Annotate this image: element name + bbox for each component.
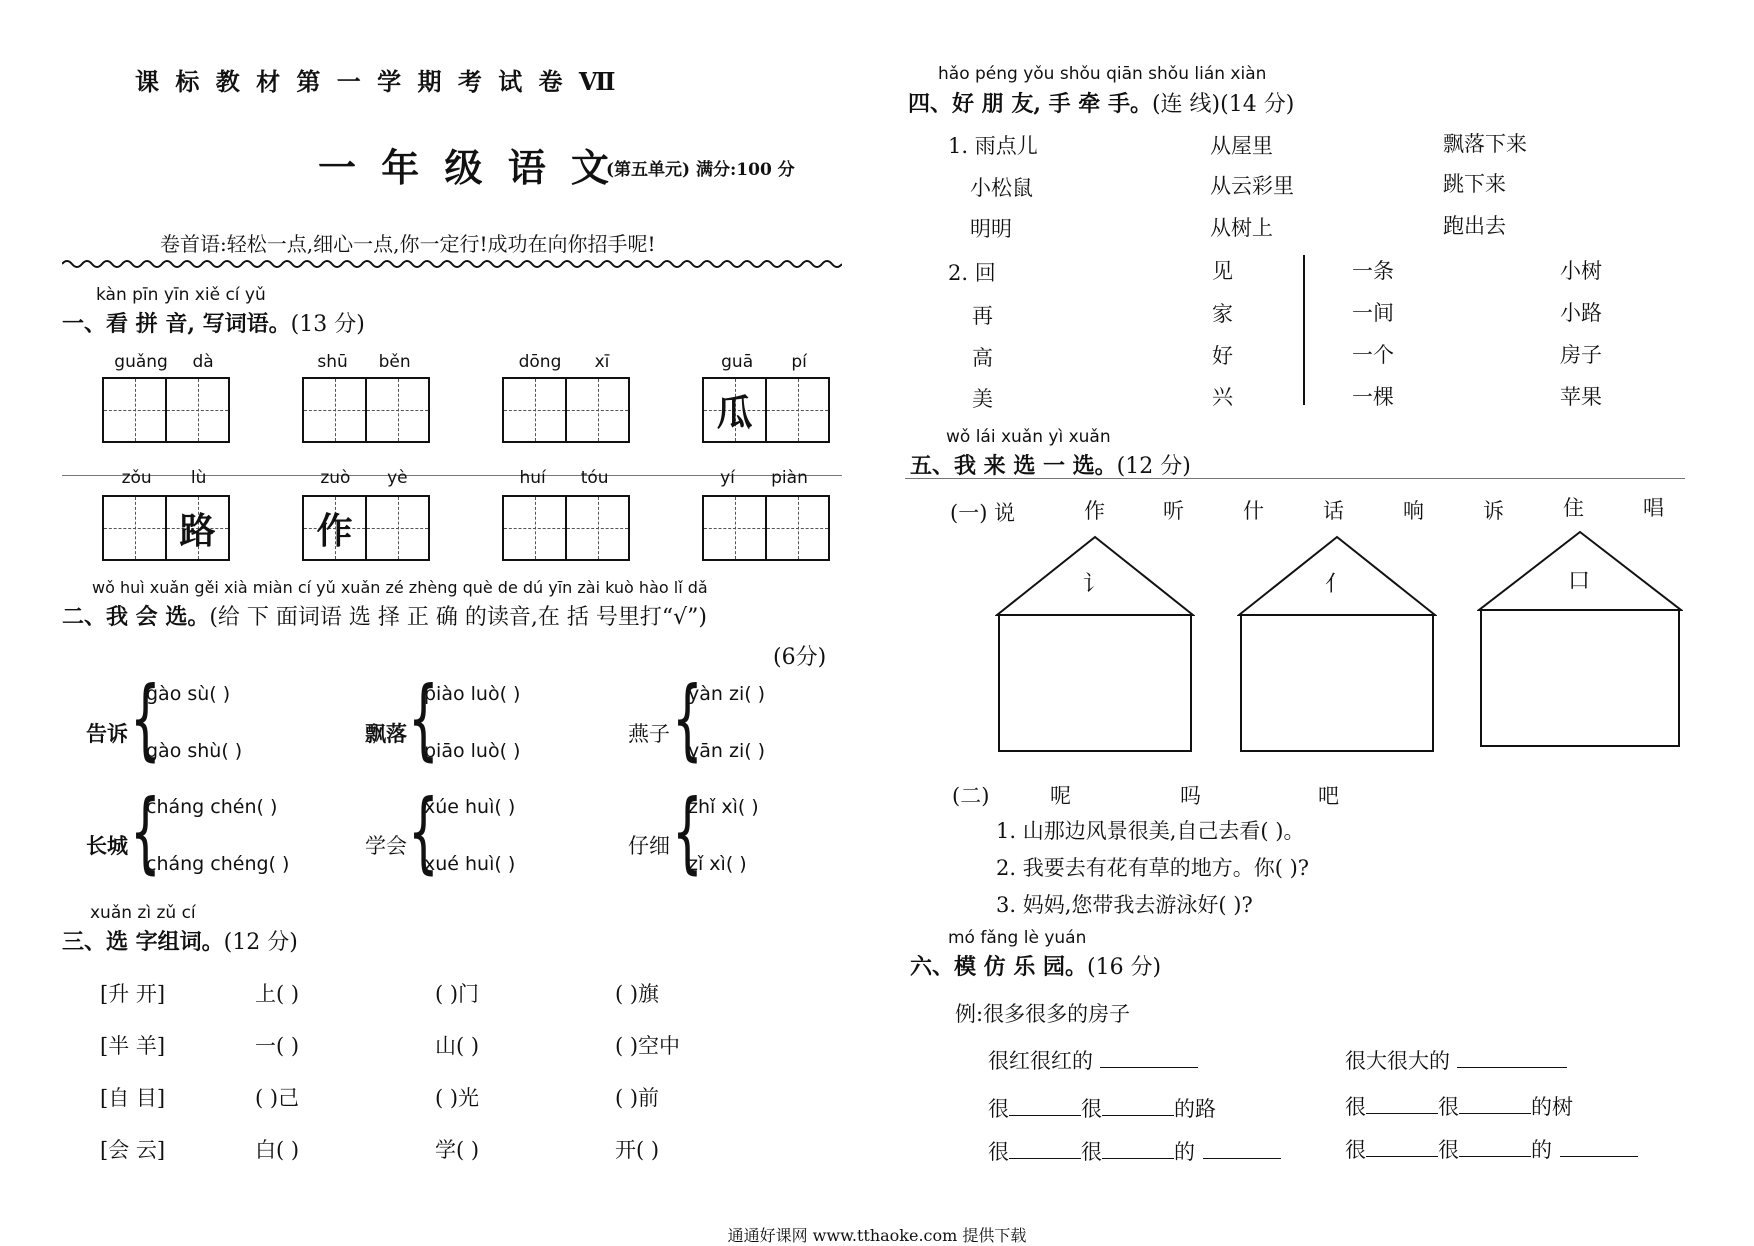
brace-word: 告诉 (86, 721, 128, 746)
sentence[interactable]: 3. 妈妈,您带我去游泳好( )? (996, 893, 1253, 917)
hen-word: 很 (1438, 1095, 1459, 1119)
fill-blank[interactable]: ( )光 (435, 1086, 480, 1110)
match-item[interactable]: 一个 (1352, 343, 1394, 367)
fill-blank[interactable]: ( )门 (435, 982, 480, 1006)
match-item[interactable]: 飘落下来 (1443, 132, 1527, 156)
writing-grid[interactable] (102, 495, 230, 561)
grid-cell[interactable] (567, 379, 628, 441)
grid-cell[interactable] (104, 497, 167, 559)
pinyin-pair (702, 352, 826, 372)
brace-word: 学会 (365, 834, 407, 858)
grid-cell[interactable] (567, 497, 628, 559)
phrase-suffix: 的路 (1174, 1097, 1216, 1121)
pinyin-pair (102, 352, 226, 372)
option[interactable]: piāo luò( ) (424, 740, 521, 762)
hen-word: 很 (1081, 1097, 1102, 1121)
option[interactable]: cháng chén( ) (146, 796, 278, 818)
sec5-divider (905, 478, 1685, 479)
match-item[interactable]: 兴 (1212, 385, 1233, 409)
phrase-prefix: 很红很红的 (988, 1049, 1093, 1073)
match-item[interactable]: 小路 (1560, 301, 1602, 325)
fill-blank[interactable]: ( )空中 (615, 1034, 681, 1058)
answer-blank[interactable] (1560, 1156, 1638, 1157)
sec1-title-text: 一、看 拼 音, 写词语。 (62, 311, 291, 337)
match-item[interactable]: 小树 (1560, 259, 1602, 283)
option[interactable]: xué huì( ) (424, 853, 516, 875)
sec2-title-text: 二、我 会 选。 (62, 604, 210, 630)
pinyin-pair (702, 468, 826, 488)
option[interactable]: zǐ xì( ) (688, 853, 747, 875)
choice-char[interactable]: 住 (1563, 496, 1584, 520)
pinyin-pair (102, 468, 226, 488)
hen-word: 很 (1345, 1138, 1366, 1162)
writing-grid[interactable] (302, 377, 430, 443)
sec1-title (62, 307, 365, 338)
option[interactable]: cháng chéng( ) (146, 853, 290, 875)
fill-blank[interactable]: 山( ) (435, 1034, 480, 1058)
match-item[interactable]: 跳下来 (1443, 172, 1506, 196)
grid-cell[interactable] (704, 379, 767, 441)
writing-grid[interactable] (502, 377, 630, 443)
sec1-pinyin: kàn pīn yīn xiě cí yǔ (96, 285, 266, 305)
match-item[interactable]: 苹果 (1560, 385, 1602, 409)
sec2-instruction: (给 下 面词语 选 择 正 确 的读音,在 括 号里打“√”) (209, 605, 707, 630)
fill-blank[interactable]: 上( ) (255, 982, 300, 1006)
sec6-points: (16 分) (1086, 955, 1162, 980)
brace: { (408, 780, 439, 883)
writing-grid[interactable] (302, 495, 430, 561)
sec5-title (910, 449, 1191, 480)
match-item[interactable]: 好 (1212, 344, 1233, 368)
house-outline (1477, 530, 1683, 750)
match-item[interactable]: 一条 (1352, 259, 1394, 283)
sec2-title (62, 600, 707, 631)
answer-blank[interactable] (1459, 1156, 1531, 1157)
choice-char[interactable]: 诉 (1483, 499, 1504, 523)
pinyin: yè (387, 468, 408, 488)
imitate-line[interactable] (1345, 1134, 1638, 1164)
sec4-title-text: 四、好 朋 友, 手 牵 手。 (908, 91, 1152, 117)
pinyin: shū (317, 352, 348, 372)
pinyin: guā (721, 352, 754, 372)
word-pair: [自 目] (100, 1086, 166, 1110)
pinyin: běn (378, 352, 411, 372)
sec3-title-text: 三、选 字组词。 (62, 929, 224, 955)
part2-label: (二) (952, 784, 990, 808)
brace: { (130, 780, 161, 883)
fill-blank[interactable]: 白( ) (255, 1138, 300, 1162)
imitate-line[interactable] (988, 1136, 1281, 1166)
option[interactable]: gào sù( ) (146, 683, 231, 705)
grid-cell[interactable] (767, 379, 828, 441)
fill-blank[interactable]: ( )旗 (615, 982, 660, 1006)
choice-char[interactable]: 吧 (1318, 784, 1339, 808)
option[interactable]: piào luò( ) (424, 683, 521, 705)
sec3-pinyin: xuǎn zì zǔ cí (90, 903, 196, 923)
word-pair: [升 开] (100, 982, 166, 1006)
phrase-prefix: 很大很大的 (1345, 1049, 1450, 1073)
sec2-points-text: (6分) (773, 645, 827, 670)
radical-label: 口 (1568, 569, 1591, 594)
wavy-divider (62, 258, 842, 270)
answer-blank[interactable] (1203, 1158, 1281, 1159)
choice-char[interactable]: 呢 (1050, 784, 1071, 808)
fill-blank[interactable]: ( )前 (615, 1086, 660, 1110)
sec6-title-text: 六、模 仿 乐 园。 (910, 954, 1087, 980)
imitate-line[interactable] (1345, 1045, 1567, 1075)
pinyin: zuò (320, 468, 351, 488)
vertical-divider (1303, 255, 1305, 405)
writing-grid[interactable] (702, 377, 830, 443)
answer-blank[interactable] (1366, 1156, 1438, 1157)
grid-cell[interactable] (504, 379, 567, 441)
grid-char: 瓜 (716, 391, 753, 434)
sec5-pinyin: wǒ lái xuǎn yì xuǎn (946, 427, 1111, 447)
answer-blank[interactable] (1459, 1113, 1531, 1114)
grid-cell[interactable] (704, 497, 767, 559)
match-item[interactable]: 1. 雨点儿 (948, 134, 1038, 158)
sec2-pinyin: wǒ huì xuǎn gěi xià miàn cí yǔ xuǎn zé zhèng què de dú yīn zài kuò hào lǐ dǎ (92, 578, 708, 597)
word-pair: [会 云] (100, 1138, 166, 1162)
option[interactable]: gào shù( ) (146, 740, 243, 762)
choice-char[interactable]: 话 (1323, 499, 1344, 523)
pinyin: lù (190, 468, 207, 488)
match-item[interactable]: 高 (972, 346, 993, 370)
imitate-line[interactable] (1345, 1091, 1573, 1121)
pinyin: zǒu (121, 468, 152, 488)
radical-label: 亻 (1325, 572, 1348, 597)
brace-word: 燕子 (628, 722, 670, 746)
sec4-points: (14 分) (1220, 92, 1295, 117)
grid-cell[interactable] (767, 497, 828, 559)
choice-char[interactable]: 响 (1403, 499, 1424, 523)
hen-word: 很 (1438, 1138, 1459, 1162)
imitate-line[interactable] (988, 1093, 1216, 1123)
house-box[interactable] (1477, 530, 1683, 750)
unit-score: (第五单元) 满分:100 分 (606, 160, 795, 180)
writing-grid[interactable] (702, 495, 830, 561)
pinyin: huí (519, 468, 546, 488)
brace: { (130, 667, 161, 770)
choice-char[interactable]: 什 (1243, 499, 1264, 523)
pinyin: dà (192, 352, 214, 372)
answer-blank[interactable] (1102, 1158, 1174, 1159)
choice-char[interactable]: 作 (1084, 499, 1105, 523)
answer-blank[interactable] (1009, 1158, 1081, 1159)
sec3-points: (12 分) (223, 930, 298, 955)
answer-blank[interactable] (1457, 1067, 1567, 1068)
house-box[interactable] (995, 535, 1195, 753)
match-item[interactable]: 明明 (970, 217, 1012, 241)
match-item[interactable]: 再 (972, 304, 993, 328)
brace: { (672, 667, 703, 770)
match-item[interactable]: 2. 回 (948, 261, 996, 285)
sec3-title (62, 925, 298, 956)
grid-char: 作 (316, 509, 353, 552)
imitate-line[interactable] (988, 1045, 1198, 1075)
grid-cell[interactable] (304, 497, 367, 559)
pinyin: piàn (771, 468, 808, 488)
match-item[interactable]: 家 (1212, 302, 1233, 326)
exam-title: 课 标 教 材 第 一 学 期 考 试 卷 Ⅶ (135, 67, 620, 96)
sec4-title (908, 87, 1294, 118)
example: 例:很多很多的房子 (955, 1002, 1131, 1026)
radical-label: 讠 (1083, 572, 1106, 597)
sec4-pinyin: hǎo péng yǒu shǒu qiān shǒu lián xiàn (938, 64, 1267, 84)
fill-blank[interactable]: ( )己 (255, 1086, 300, 1110)
grid-char: 路 (179, 509, 216, 552)
answer-blank[interactable] (1102, 1115, 1174, 1116)
match-item[interactable]: 一间 (1352, 301, 1394, 325)
answer-blank[interactable] (1009, 1115, 1081, 1116)
match-item[interactable]: 美 (972, 387, 993, 411)
brace: { (672, 780, 703, 883)
sec1-points: (13 分) (290, 312, 365, 337)
brace-word: 飘落 (365, 721, 407, 746)
grid-cell[interactable] (504, 497, 567, 559)
writing-grid[interactable] (502, 495, 630, 561)
subject-title: 一 年 级 语 文 (318, 145, 615, 190)
pinyin-pair (502, 352, 626, 372)
sentence[interactable]: 2. 我要去有花有草的地方。你( )? (996, 856, 1310, 880)
pinyin-pair (302, 468, 426, 488)
sentence[interactable]: 1. 山那边风景很美,自己去看( )。 (996, 819, 1305, 843)
sec5-points: (12 分) (1116, 454, 1191, 479)
pinyin: guǎng (114, 352, 168, 372)
writing-grid[interactable] (102, 377, 230, 443)
pinyin-pair (502, 468, 626, 488)
choice-char[interactable]: 听 (1163, 499, 1184, 523)
option[interactable]: yān zi( ) (688, 740, 766, 762)
pinyin: pí (791, 352, 807, 372)
match-item[interactable]: 从树上 (1210, 216, 1273, 240)
sec6-title (910, 950, 1161, 981)
match-item[interactable]: 见 (1212, 259, 1233, 283)
pinyin: tóu (580, 468, 609, 488)
fill-blank[interactable]: 开( ) (615, 1138, 660, 1162)
brace: { (408, 667, 439, 770)
match-item[interactable]: 从屋里 (1210, 134, 1273, 158)
match-item[interactable]: 跑出去 (1443, 214, 1506, 238)
match-item[interactable]: 一棵 (1352, 385, 1394, 409)
choice-char[interactable]: 唱 (1643, 496, 1664, 520)
option[interactable]: zhǐ xì( ) (688, 796, 759, 818)
grid-cell[interactable] (104, 379, 167, 441)
sec5-title-text: 五、我 来 选 一 选。 (910, 453, 1117, 479)
word-pair: [半 羊] (100, 1034, 166, 1058)
sec2-points (773, 640, 826, 671)
answer-blank[interactable] (1100, 1067, 1198, 1068)
phrase-suffix: 的 (1531, 1138, 1552, 1162)
sec4-instruction: (连 线) (1151, 92, 1221, 117)
option[interactable]: xúe huì( ) (424, 796, 516, 818)
brace-word: 长城 (86, 833, 128, 858)
sec6-pinyin: mó fǎng lè yuán (948, 928, 1087, 948)
hen-word: 很 (988, 1140, 1009, 1164)
pinyin: xī (594, 352, 610, 372)
grid-cell[interactable] (367, 497, 428, 559)
choice-char[interactable]: 吗 (1180, 784, 1201, 808)
hen-word: 很 (1345, 1095, 1366, 1119)
fill-blank[interactable]: 一( ) (255, 1034, 300, 1058)
part1-label: (一) 说 (950, 501, 1016, 525)
match-item[interactable]: 房子 (1560, 343, 1602, 367)
house-box[interactable] (1237, 535, 1437, 753)
hen-word: 很 (988, 1097, 1009, 1121)
option[interactable]: yàn zi( ) (688, 683, 766, 705)
grid-cell[interactable] (167, 497, 228, 559)
match-item[interactable]: 小松鼠 (970, 176, 1033, 200)
brace-word: 仔细 (628, 834, 670, 858)
pinyin: yí (720, 468, 735, 488)
pinyin-pair (302, 352, 426, 372)
footer: 通通好课网 www.tthaoke.com 提供下载 (727, 1226, 1027, 1245)
motto: 卷首语:轻松一点,细心一点,你一定行!成功在向你招手呢! (160, 232, 656, 256)
hen-word: 很 (1081, 1140, 1102, 1164)
grid-cell[interactable] (304, 379, 367, 441)
answer-blank[interactable] (1366, 1113, 1438, 1114)
grid-cell[interactable] (367, 379, 428, 441)
pinyin: dōng (518, 352, 562, 372)
phrase-suffix: 的树 (1531, 1095, 1573, 1119)
grid-cell[interactable] (167, 379, 228, 441)
fill-blank[interactable]: 学( ) (435, 1138, 480, 1162)
match-item[interactable]: 从云彩里 (1210, 174, 1294, 198)
phrase-suffix: 的 (1174, 1140, 1195, 1164)
